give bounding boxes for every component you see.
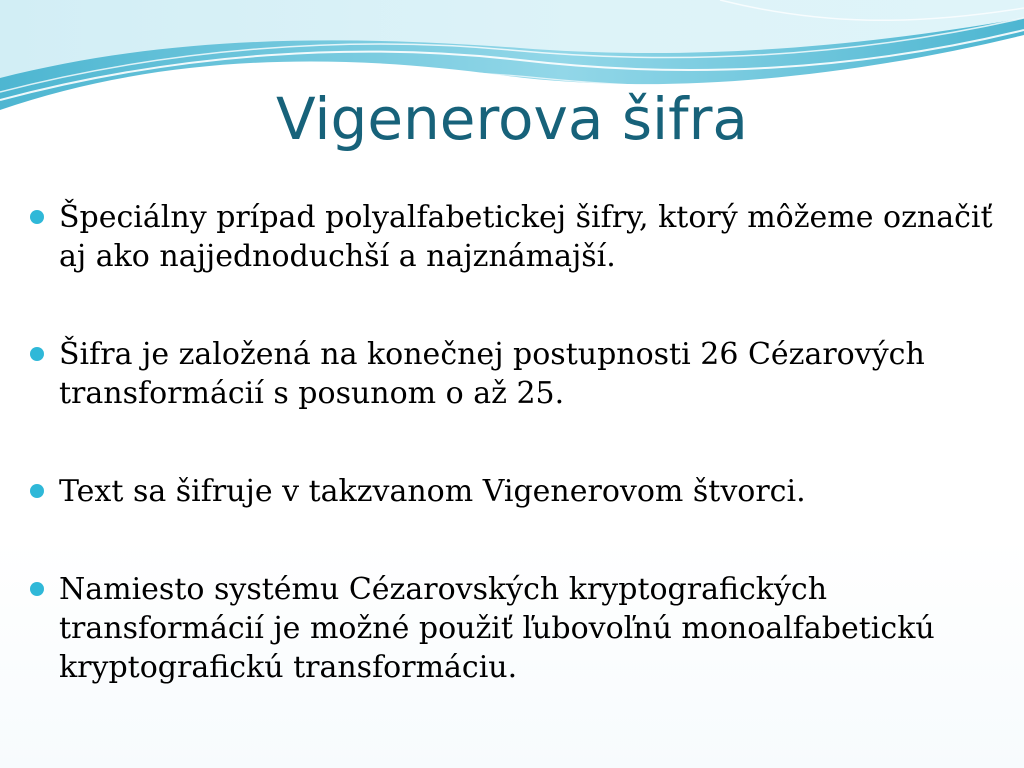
bullet-dot-icon (30, 582, 44, 596)
bullet-item (30, 198, 1000, 276)
bullet-text: Namiesto systému Cézarovských kryptografických transformácií je možné použiť ľubovoľnú monoalfabetickú kryptografickú transformáciu. (59, 572, 935, 685)
bullet-item (30, 570, 1000, 687)
bullet-item (30, 472, 1000, 511)
slide-title: Vigenerova šifra (276, 85, 748, 153)
bullet-list (30, 198, 1000, 746)
bullet-dot-icon (30, 347, 44, 361)
bullet-dot-icon (30, 484, 44, 498)
bullet-item (30, 335, 1000, 413)
bullet-text: Text sa šifruje v takzvanom Vigenerovom štvorci. (59, 474, 806, 509)
bullet-text: Špeciálny prípad polyalfabetickej šifry, ktorý môžeme označiť aj ako najjednoduchší a najznámajší. (59, 200, 993, 274)
bullet-text: Šifra je založená na konečnej postupnosti 26 Cézarových transformácií s posunom o až 25. (59, 337, 925, 411)
bullet-dot-icon (30, 210, 44, 224)
